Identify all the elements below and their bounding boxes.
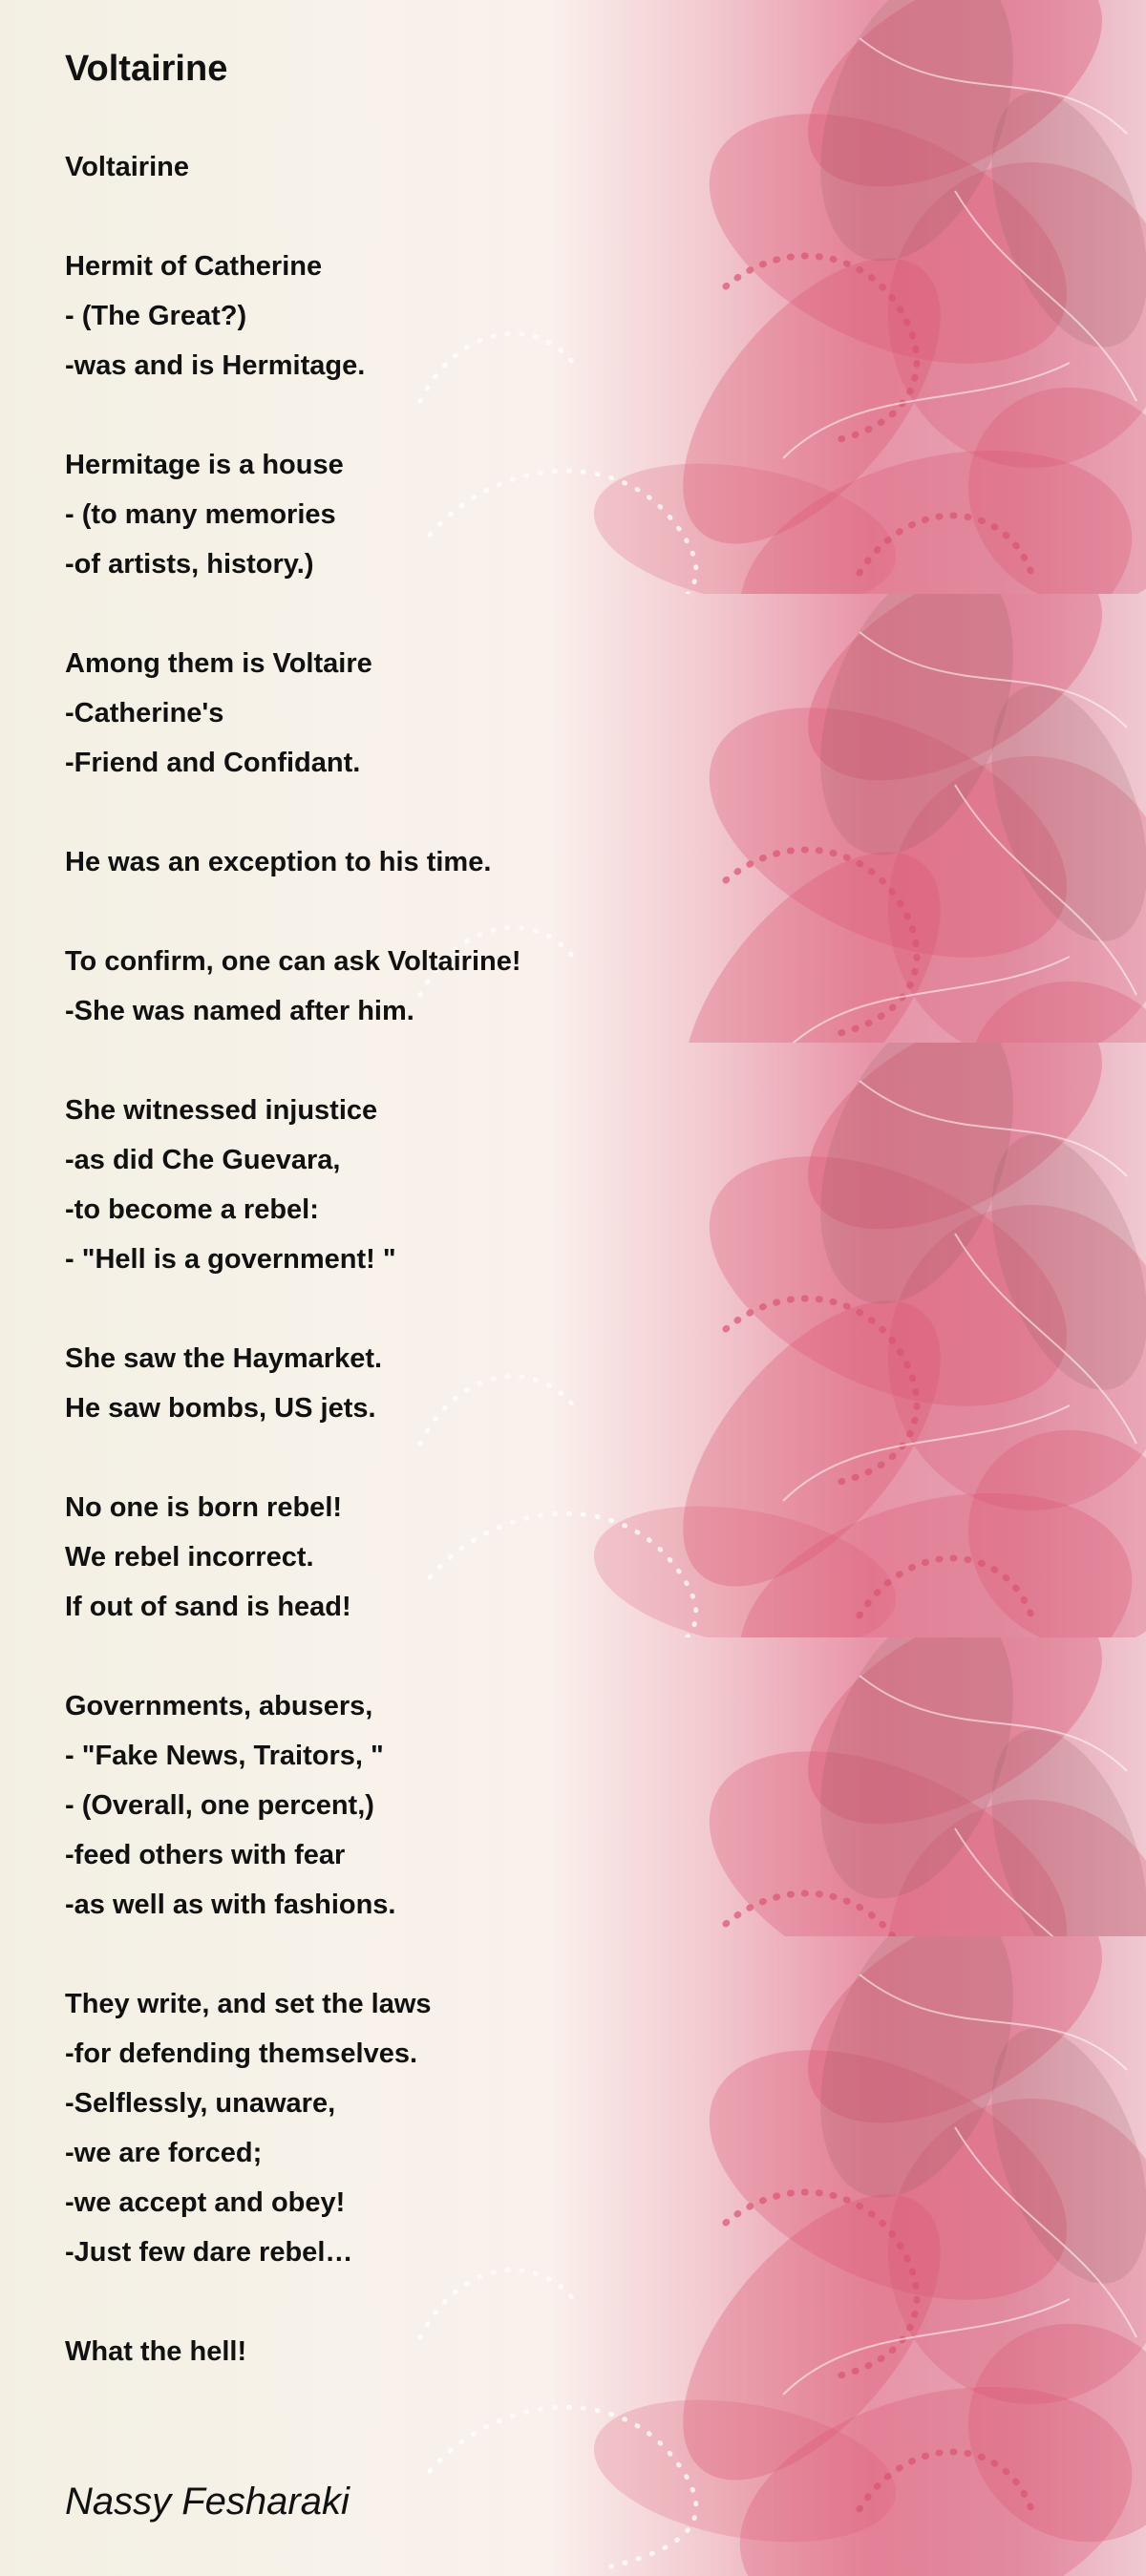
poem-line: -Just few dare rebel… [65,2237,353,2268]
poem-line: She witnessed injustice [65,1095,378,1126]
poem-line: Among them is Voltaire [65,648,372,679]
poem-line: Hermit of Catherine [65,251,323,282]
poem-line: We rebel incorrect. [65,1542,314,1573]
poem-line: They write, and set the laws [65,1989,432,2019]
poem-line: Governments, abusers, [65,1691,373,1721]
poem-line: - "Fake News, Traitors, " [65,1741,384,1771]
poem-line: -as well as with fashions. [65,1890,396,1920]
poem-line: -Friend and Confidant. [65,748,361,778]
dotted-swirl [420,2270,573,2337]
poem-line: -we accept and obey! [65,2187,346,2218]
poem-line: -we are forced; [65,2138,263,2168]
poem-line: He was an exception to his time. [65,847,492,877]
poem-line: No one is born rebel! [65,1492,343,1523]
poem-line: -for defending themselves. [65,2038,418,2069]
poem-line: -as did Che Guevara, [65,1145,341,1175]
poem-line: -Selflessly, unaware, [65,2088,336,2119]
poem-line: She saw the Haymarket. [65,1343,383,1374]
poem-line: Voltairine [65,152,189,182]
poem-line: To confirm, one can ask Voltairine! [65,946,521,977]
poem-line: -was and is Hermitage. [65,350,366,381]
poem-line: If out of sand is head! [65,1592,351,1622]
author-signature: Nassy Fesharaki [65,2481,350,2523]
poem-line: -of artists, history.) [65,549,314,580]
dotted-swirl [420,1376,573,1444]
poem-line: - (Overall, one percent,) [65,1790,374,1821]
poem-line: Hermitage is a house [65,450,344,480]
page-title: Voltairine [65,49,228,89]
poem-line: - (to many memories [65,499,336,530]
poem-line: - (The Great?) [65,301,247,331]
dotted-swirl [420,333,573,401]
poem-line: He saw bombs, US jets. [65,1393,376,1424]
poem-line: What the hell! [65,2336,247,2367]
poem-line: -Catherine's [65,698,224,728]
poem-line: -feed others with fear [65,1840,346,1870]
poem-line: -She was named after him. [65,996,414,1026]
poem-line: -to become a rebel: [65,1194,319,1225]
poem-line: - "Hell is a government! " [65,1244,396,1275]
